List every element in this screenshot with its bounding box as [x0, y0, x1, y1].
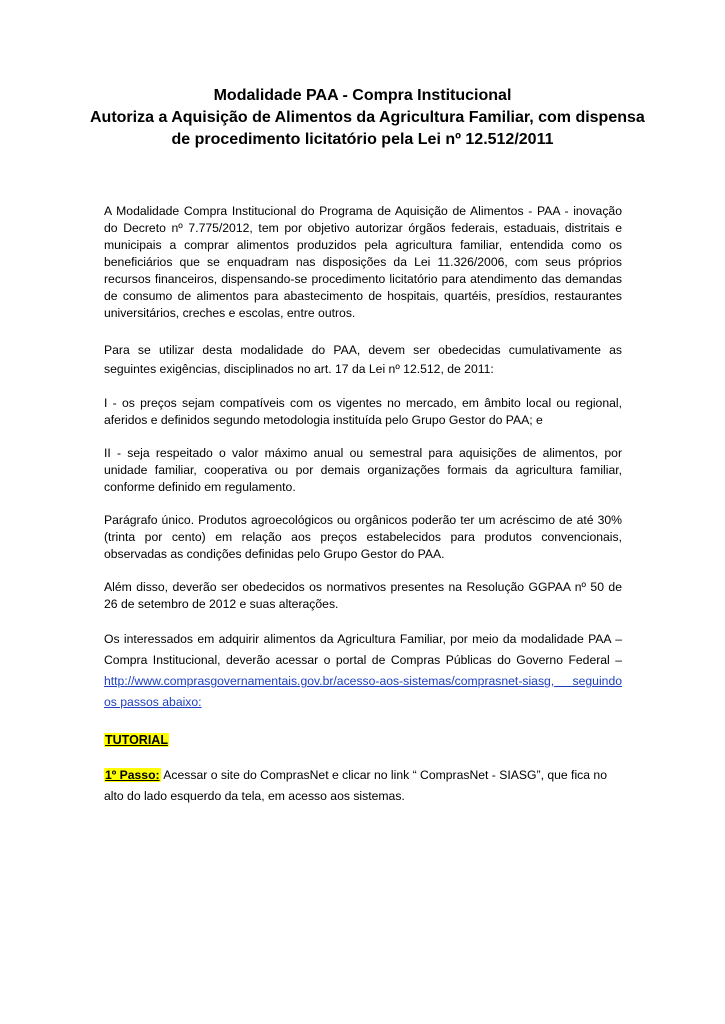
document-title	[90, 85, 645, 151]
paragraph-alem-disso: Além disso, deverão ser obedecidos os normativos presentes na Resolução GGPAA nº 50 de 26 de setembro de 2012 e suas alterações.	[104, 580, 622, 611]
tutorial-label: TUTORIAL	[105, 733, 168, 747]
document-body	[104, 203, 622, 713]
step1-label: 1º Passo:	[105, 768, 160, 782]
paragraph-requirements: Para se utilizar desta modalidade do PAA, devem ser obedecidas cumulativamente as seguintes exigências, disciplinados no art. 17 da Lei nº 12.512, de 2011:	[104, 343, 622, 376]
title-line-2: Autoriza a Aquisição de Alimentos da Agricultura Familiar, com dispensa	[90, 109, 645, 126]
step1-text: Acessar o site do ComprasNet e clicar no link “ ComprasNet - SIASG”, que fica no alto do lado esquerdo da tela, em acesso aos sistemas.	[104, 768, 607, 803]
paragraph-paragrafo-unico: Parágrafo único. Produtos agroecológicos ou orgânicos poderão ter um acréscimo de até 30% (trinta por cento) em relação aos preços estabelecidos para produtos convencionais, observadas as condições definidas pelo Grupo Gestor do PAA.	[104, 513, 622, 561]
tutorial-heading	[104, 732, 169, 749]
interessados-text: Os interessados em adquirir alimentos da Agricultura Familiar, por meio da modalidade PAA – Compra Institucional, deverão acessar o portal de Compras Públicas do Governo Federal –	[104, 632, 622, 667]
comprasnet-link[interactable]: http://www.comprasgovernamentais.gov.br/acesso-aos-sistemas/comprasnet-siasg, seguindo os passos abaixo:	[104, 674, 622, 709]
paragraph-item-ii: II - seja respeitado o valor máximo anual ou semestral para aquisições de alimentos, por unidade familiar, cooperativa ou por demais organizações formais da agricultura familiar, conforme definido em regulamento.	[104, 446, 622, 494]
paragraph-item-i: I - os preços sejam compatíveis com os vigentes no mercado, em âmbito local ou regional, aferidos e definidos segundo metodologia instituída pelo Grupo Gestor do PAA; e	[104, 396, 622, 427]
title-line-3: de procedimento licitatório pela Lei nº 12.512/2011	[171, 131, 554, 148]
step-1	[104, 765, 622, 807]
paragraph-intro: A Modalidade Compra Institucional do Programa de Aquisição de Alimentos - PAA - inovação do Decreto nº 7.775/2012, tem por objetivo autorizar órgãos federais, estaduais, distritais e municipais a comprar alimentos produzidos pela agricultura familiar, entendida como os beneficiários que se enquadram nas disposições da Lei 11.326/2006, com seus próprios recursos financeiros, dispensando-se procedimento licitatório para atendimento das demandas de consumo de alimentos para abastecimento de hospitais, quartéis, presídios, restaurantes universitários, creches e escolas, entre outros.	[104, 204, 622, 320]
paragraph-interessados	[104, 629, 622, 713]
title-line-1: Modalidade PAA - Compra Institucional	[213, 87, 512, 104]
